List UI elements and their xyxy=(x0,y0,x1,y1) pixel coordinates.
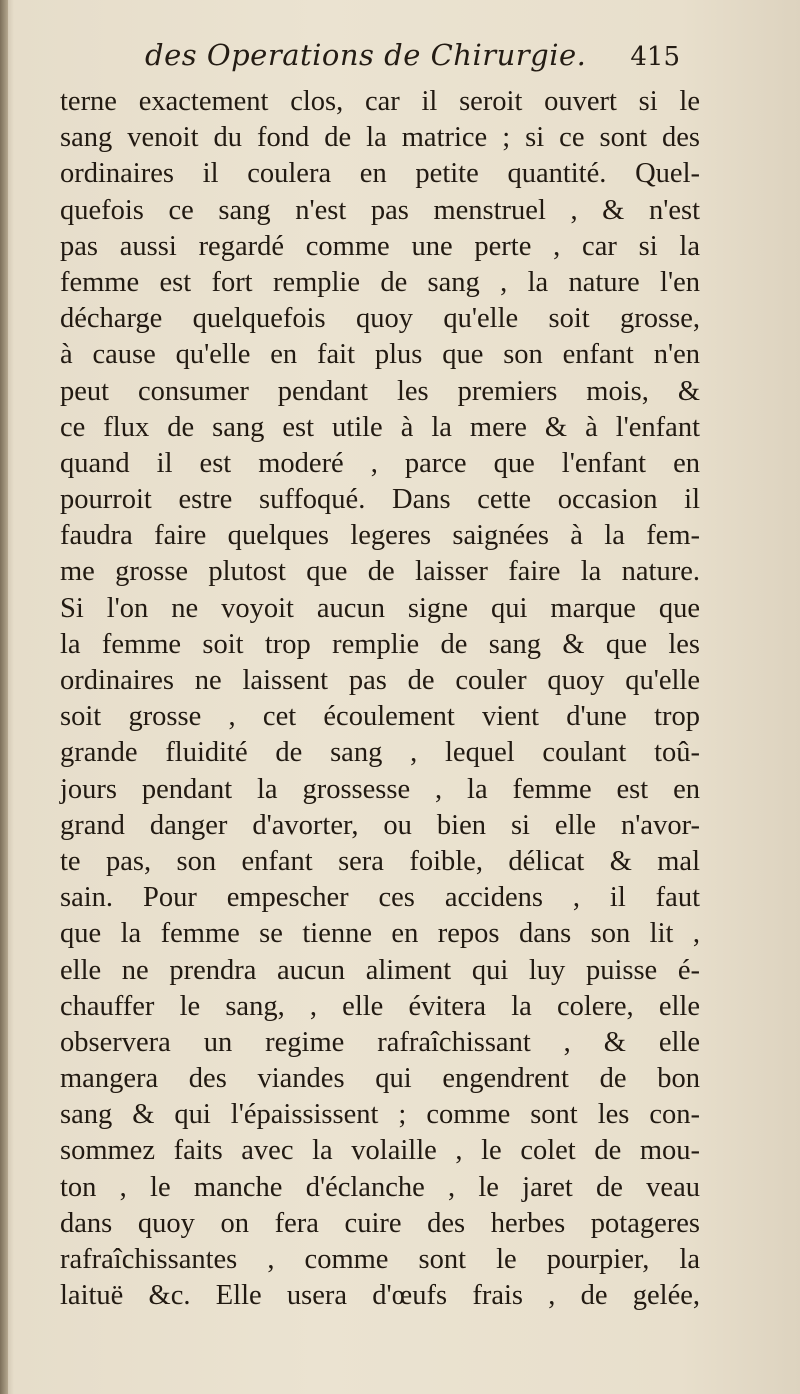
text-line: à cause qu'elle en fait plus que son enfant n'en xyxy=(60,339,700,371)
text-line: peut consumer pendant les premiers mois, & xyxy=(60,375,700,407)
text-line: que la femme se tienne en repos dans son lit , xyxy=(60,918,700,950)
text-line: mangera des viandes qui engendrent de bon xyxy=(60,1063,700,1095)
text-line: soit grosse , cet écoulement vient d'une trop xyxy=(60,701,700,733)
text-line: observera un regime rafraîchissant , & elle xyxy=(60,1026,700,1058)
running-title: des Operations de Chirurgie. xyxy=(145,38,587,72)
page-number: 415 xyxy=(630,42,680,72)
text-line: elle ne prendra aucun aliment qui luy puisse é- xyxy=(60,954,700,986)
text-line: jours pendant la grossesse , la femme est en xyxy=(60,773,700,805)
text-line: grande fluidité de sang , lequel coulant toû- xyxy=(60,737,700,769)
text-line: Si l'on ne voyoit aucun signe qui marque que xyxy=(60,592,700,624)
text-line: sommez faits avec la volaille , le colet de mou- xyxy=(60,1135,700,1167)
page-binding-edge xyxy=(0,0,8,1394)
text-line: ordinaires ne laissent pas de couler quoy qu'elle xyxy=(60,665,700,696)
text-line: chauffer le sang, , elle évitera la colere, elle xyxy=(60,990,700,1022)
text-line: ordinaires il coulera en petite quantité. Quel- xyxy=(60,158,700,190)
text-line: la femme soit trop remplie de sang & que les xyxy=(60,628,700,660)
text-line: dans quoy on fera cuire des herbes potageres xyxy=(60,1207,700,1239)
text-line: pourroit estre suffoqué. Dans cette occasion il xyxy=(60,484,700,516)
text-line: te pas, son enfant sera foible, délicat & mal xyxy=(60,845,700,877)
text-line: sang venoit du fond de la matrice ; si ce sont des xyxy=(60,122,700,154)
text-line: sang & qui l'épaississent ; comme sont les con- xyxy=(60,1099,700,1131)
text-line: faudra faire quelques legeres saignées à la fem- xyxy=(60,520,700,552)
text-line: quefois ce sang n'est pas menstruel , & n'est xyxy=(60,194,700,226)
text-line: ce flux de sang est utile à la mere & à l'enfant xyxy=(60,411,700,443)
text-line: sain. Pour empescher ces accidens , il faut xyxy=(60,882,700,914)
text-line: laituë &c. Elle usera d'œufs frais , de gelée, xyxy=(60,1280,700,1312)
text-line: quand il est moderé , parce que l'enfant en xyxy=(60,447,700,479)
text-line: décharge quelquefois quoy qu'elle soit grosse, xyxy=(60,303,700,335)
text-line: me grosse plutost que de laisser faire la nature. xyxy=(60,556,700,588)
body-text xyxy=(60,84,700,1314)
text-line: terne exactement clos, car il seroit ouvert si le xyxy=(60,86,700,117)
text-line: pas aussi regardé comme une perte , car si la xyxy=(60,230,700,262)
text-line: grand danger d'avorter, ou bien si elle n'avor- xyxy=(60,809,700,841)
text-line: ton , le manche d'éclanche , le jaret de veau xyxy=(60,1171,700,1203)
text-line: rafraîchissantes , comme sont le pourpier, la xyxy=(60,1244,700,1275)
text-line: femme est fort remplie de sang , la nature l'en xyxy=(60,266,700,298)
page-header xyxy=(60,38,700,82)
